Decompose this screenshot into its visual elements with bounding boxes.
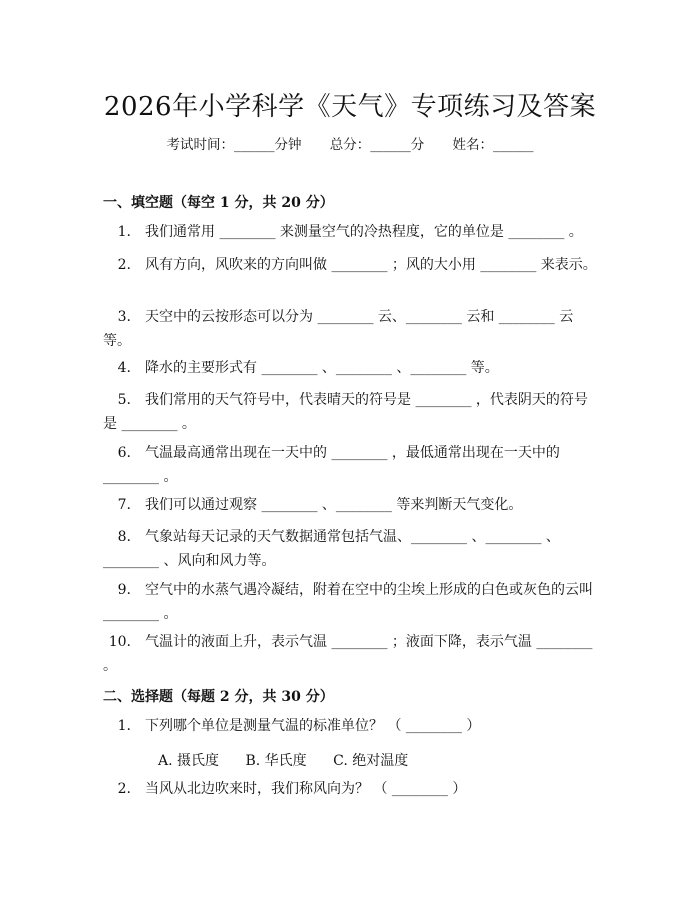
question-text: 风有方向，风吹来的方向叫做 ________ ；风的大小用 ________ 来表示。 — [145, 257, 597, 273]
question-text: 气温计的液面上升，表示气温 ________ ；液面下降，表示气温 ________ 。 — [103, 634, 593, 674]
question-number: 1. — [117, 718, 131, 734]
question-number: 2. — [117, 257, 131, 273]
question-text: 我们通常用 ________ 来测量空气的冷热程度，它的单位是 ________ 。 — [145, 224, 583, 240]
student-name: 姓名：______ — [452, 137, 534, 153]
question-text: 降水的主要形式有 ________ 、________ 、________ 等。 — [145, 360, 499, 376]
choice-options — [158, 750, 430, 770]
fill-question-5 — [103, 388, 600, 436]
fill-question-10 — [103, 630, 600, 678]
choice-question-2 — [103, 777, 600, 801]
question-text: 我们常用的天气符号中，代表晴天的符号是 ________ ，代表阴天的符号是 ________ 。 — [103, 392, 588, 432]
fill-question-3 — [103, 305, 600, 353]
option-b: B. 华氏度 — [245, 753, 307, 769]
question-text: 气象站每天记录的天气数据通常包括气温、________ 、________ 、________ 、风向和风力等。 — [103, 529, 560, 569]
fill-question-6 — [103, 441, 600, 489]
question-text: 我们可以通过观察 ________ 、________ 等来判断天气变化。 — [145, 497, 523, 513]
fill-question-4 — [103, 356, 600, 380]
question-number: 6. — [117, 445, 131, 461]
question-number: 7. — [117, 497, 131, 513]
section-fill-heading: 一、填空题（每空 1 分，共 20 分） — [103, 195, 334, 211]
fill-question-7 — [103, 493, 600, 517]
page-title: 2026年小学科学《天气》专项练习及答案 — [103, 92, 597, 122]
total-score: 总分：______分 — [329, 137, 425, 153]
question-number: 8. — [117, 529, 131, 545]
option-c: C. 绝对温度 — [333, 753, 409, 769]
fill-question-9 — [103, 578, 600, 626]
question-number: 3. — [117, 309, 131, 325]
option-a: A. 摄氏度 — [158, 753, 220, 769]
question-text: 下列哪个单位是测量气温的标准单位？ （ ________ ） — [145, 718, 481, 734]
question-number: 10. — [108, 634, 131, 650]
fill-question-1 — [103, 220, 600, 244]
exam-time: 考试时间：______分钟 — [166, 137, 302, 153]
question-text: 空气中的水蒸气遇冷凝结，附着在空中的尘埃上形成的白色或灰色的云叫 ________ 。 — [103, 582, 593, 622]
question-text: 天空中的云按形态可以分为 ________ 云、________ 云和 ________ 云等。 — [103, 309, 574, 349]
question-number: 9. — [117, 582, 131, 598]
exam-meta — [0, 133, 700, 153]
question-number: 1. — [117, 224, 131, 240]
question-text: 气温最高通常出现在一天中的 ________ ，最低通常出现在一天中的 ________ 。 — [103, 445, 560, 485]
question-number: 4. — [117, 360, 131, 376]
question-number: 5. — [117, 392, 131, 408]
fill-question-8 — [103, 525, 600, 573]
section-choice-heading: 二、选择题（每题 2 分，共 30 分） — [103, 689, 334, 705]
question-number: 2. — [117, 781, 131, 797]
choice-question-1 — [103, 714, 600, 738]
fill-question-2 — [103, 253, 600, 277]
question-text: 当风从北边吹来时，我们称风向为？ （ ________ ） — [145, 781, 467, 797]
